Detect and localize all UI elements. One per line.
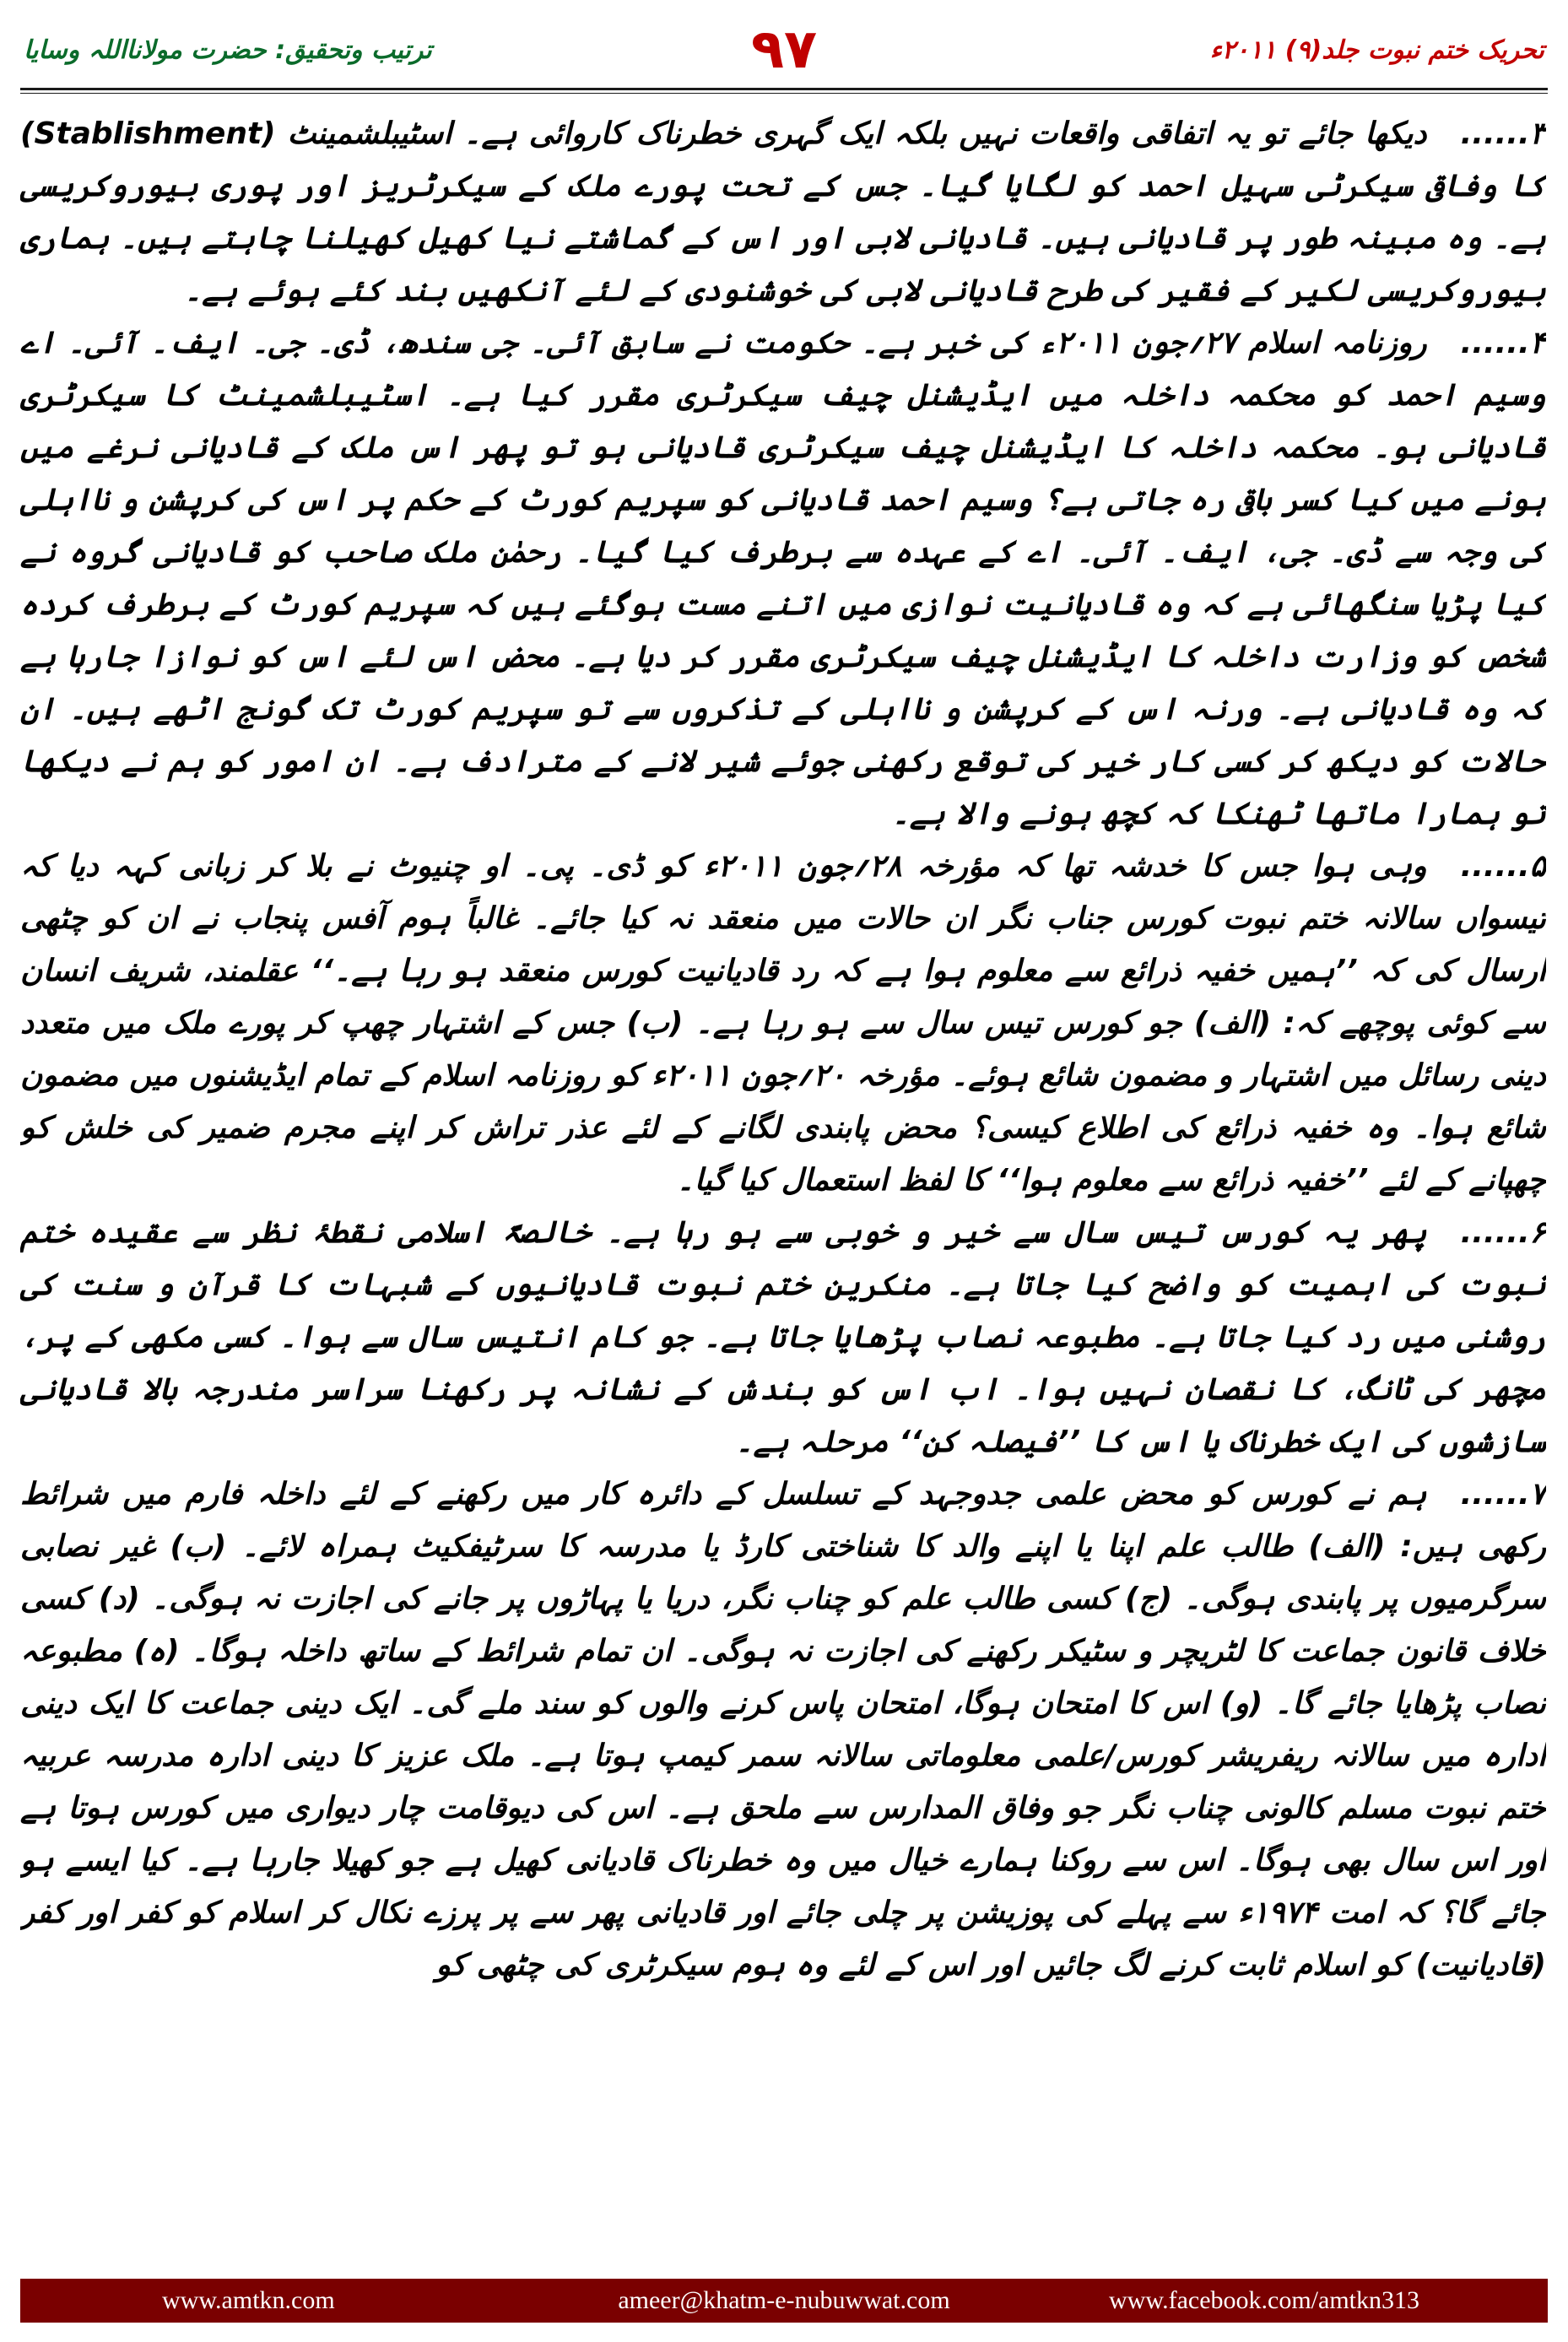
website-link[interactable]: www.amtkn.com bbox=[162, 2286, 335, 2314]
paragraph-text: روزنامہ اسلام ۲۷؍جون ۲۰۱۱ء کی خبر ہے۔ حکومت نے سابق آئی۔ جی سندھ، ڈی۔ جی۔ ایف۔ آئی۔ اے وسیم احمد کو محکمہ داخلہ میں ایڈیشنل چیف سیکرٹری مقرر کیا ہے۔ اسٹیبلشمینٹ کا سیکرٹری قادیانی ہو۔ محکمہ داخلہ کا ایڈیشنل چیف سیکرٹری قادیانی ہو تو پھر اس ملک کے قادیانی نرغے میں ہونے میں کیا کسر باقی رہ جاتی ہے؟ وسیم احمد قادیانی کو سپریم کورٹ کے حکم پر اس کی کرپشن و نااہلی کی وجہ سے ڈی۔ جی، ایف۔ آئی۔ اے کے عہدہ سے برطرف کیا گیا۔ رحمٰن ملک صاحب کو قادیانی گروہ نے کیا پڑیا سنگھائی ہے کہ وہ قادیانیت نوازی میں اتنے مست ہوگئے ہیں کہ سپریم کورٹ کے برطرف کردہ شخص کو وزارت داخلہ کا ایڈیشنل چیف سیکرٹری مقرر کر دیا ہے۔ محض اس لئے اس کو نوازا جارہا ہے کہ وہ قادیانی ہے۔ ورنہ اس کے کرپشن و نااہلی کے تذکروں سے تو سپریم کورٹ تک گونج اٹھے ہیں۔ ان حالات کو دیکھ کر کسی کار خیر کی توقع رکھنی جوئے شیر لانے کے مترادف ہے۔ ان امور کو ہم نے دیکھا تو ہمارا ماتھا ٹھنکا کہ کچھ ہونے والا ہے۔ bbox=[20, 326, 1546, 831]
paragraph-text: دیکھا جائے تو یہ اتفاقی واقعات نہیں بلکہ ایک گہری خطرناک کاروائی ہے۔ اسٹیبلشمینٹ (Stablishment) کا وفاقی سیکرٹی سہیل احمد کو لگایا گیا۔ جس کے تحت پورے ملک کے سیکرٹریز اور پوری بیوروکریسی ہے۔ وہ مبینہ طور پر قادیانی ہیں۔ قادیانی لابی اور اس کے گماشتے نیا کھیل کھیلنا چاہتے ہیں۔ ہماری بیوروکریسی لکیر کے فقیر کی طرح قادیانی لابی کی خوشنودی کے لئے آنکھیں بند کئے ہوئے ہے۔ bbox=[20, 116, 1546, 308]
page-footer bbox=[20, 2279, 1548, 2323]
book-title: تحریک ختم نبوت جلد(۹) ۲۰۱۱ء bbox=[1209, 35, 1544, 65]
paragraph-number: ۴...... bbox=[1460, 326, 1546, 360]
paragraph-number: ۵...... bbox=[1460, 849, 1546, 884]
paragraph-number: ۷...... bbox=[1460, 1477, 1546, 1512]
email-link[interactable]: ameer@khatm-e-nubuwwat.com bbox=[618, 2286, 950, 2314]
paragraph-5 bbox=[20, 841, 1546, 1207]
paragraph-7 bbox=[20, 1468, 1546, 1992]
compiler-credit: ترتیب وتحقیق: حضرت مولانااللہ وسایا bbox=[24, 35, 432, 65]
paragraph-number: ۳...... bbox=[1460, 116, 1546, 151]
paragraph-number: ۶...... bbox=[1460, 1215, 1546, 1250]
header-rule-thin bbox=[20, 93, 1548, 94]
paragraph-4 bbox=[20, 317, 1546, 841]
body-text bbox=[20, 108, 1546, 2232]
paragraph-6 bbox=[20, 1207, 1546, 1468]
header-rule bbox=[20, 88, 1548, 90]
paragraph-text: وہی ہوا جس کا خدشہ تھا کہ مؤرخہ ۲۸؍جون ۲۰۱۱ء کو ڈی۔ پی۔ او چنیوٹ نے بلا کر زبانی کہہ دیا کہ تیسواں سالانہ ختم نبوت کورس جناب نگر ان حالات میں منعقد نہ کیا جائے۔ غالباً ہوم آفس پنجاب نے ان کو چٹھی ارسال کی کہ ’’ہمیں خفیہ ذرائع سے معلوم ہوا ہے کہ رد قادیانیت کورس منعقد ہو رہا ہے۔‘‘ عقلمند، شریف انسان سے کوئی پوچھے کہ: (الف) جو کورس تیس سال سے ہو رہا ہے۔ (ب) جس کے اشتہار چھپ کر پورے ملک میں متعدد دینی رسائل میں اشتہار و مضمون شائع ہوئے۔ مؤرخہ ۲۰؍جون ۲۰۱۱ء کو روزنامہ اسلام کے تمام ایڈیشنوں میں مضمون شائع ہوا۔ وہ خفیہ ذرائع کی اطلاع کیسی؟ محض پابندی لگانے کے لئے عذر تراش کر اپنے مجرم ضمیر کی خلش کو چھپانے کے لئے ’’خفیہ ذرائع سے معلوم ہوا‘‘ کا لفظ استعمال کیا گیا۔ bbox=[20, 849, 1546, 1198]
page-header bbox=[0, 0, 1568, 93]
paragraph-text: ہم نے کورس کو محض علمی جدوجہد کے تسلسل کے دائرہ کار میں رکھنے کے لئے داخلہ فارم میں شرائط رکھی ہیں: (الف) طالب علم اپنا یا اپنے والد کا شناختی کارڈ یا مدرسہ کا سرٹیفکیٹ ہمراہ لائے۔ (ب) غیر نصابی سرگرمیوں پر پابندی ہوگی۔ (ج) کسی طالب علم کو چناب نگر، دریا یا پہاڑوں پر جانے کی اجازت نہ ہوگی۔ (د) کسی خلاف قانون جماعت کا لٹریچر و سٹیکر رکھنے کی اجازت نہ ہوگی۔ ان تمام شرائط کے ساتھ داخلہ ہوگا۔ (ہ) مطبوعہ نصاب پڑھایا جائے گا۔ (و) اس کا امتحان ہوگا، امتحان پاس کرنے والوں کو سند ملے گی۔ ایک دینی جماعت کا ایک دینی ادارہ میں سالانہ ریفریشر کورس/علمی معلوماتی سالانہ سمر کیمپ ہوتا ہے۔ ملک عزیز کا دینی ادارہ مدرسہ عربیہ ختم نبوت مسلم کالونی چناب نگر جو وفاق المدارس سے ملحق ہے۔ اس کی دیوقامت چار دیواری میں کورس ہوتا ہے اور اس سال بھی ہوگا۔ اس سے روکنا ہمارے خیال میں وہ خطرناک قادیانی کھیل ہے جو کھیلا جارہا ہے۔ کیا ایسے ہو جائے گا؟ کہ امت ۱۹۷۴ء سے پہلے کی پوزیشن پر چلی جائے اور قادیانی پھر سے پر پرزے نکال کر اسلام کو کفر اور کفر (قادیانیت) کو اسلام ثابت کرنے لگ جائیں اور اس کے لئے وہ ہوم سیکرٹری کی چٹھی کو bbox=[20, 1477, 1546, 1982]
facebook-link[interactable]: www.facebook.com/amtkn313 bbox=[1109, 2286, 1419, 2314]
page-number: ۹۷ bbox=[750, 19, 818, 81]
paragraph-3 bbox=[20, 108, 1546, 317]
paragraph-text: پھر یہ کورس تیس سال سے خیر و خوبی سے ہو رہا ہے۔ خالصۃً اسلامی نقطۂ نظر سے عقیدہ ختم نبوت کی اہمیت کو واضح کیا جاتا ہے۔ منکرین ختم نبوت قادیانیوں کے شبہات کا قرآن و سنت کی روشنی میں رد کیا جاتا ہے۔ مطبوعہ نصاب پڑھایا جاتا ہے۔ جو کام انتیس سال سے ہوا۔ کسی مکھی کے پر، مچھر کی ٹانگ، کا نقصان نہیں ہوا۔ اب اس کو بندش کے نشانہ پر رکھنا سراسر مندرجہ بالا قادیانی سازشوں کی ایک خطرناک یا اس کا ’’فیصلہ کن‘‘ مرحلہ ہے۔ bbox=[20, 1215, 1546, 1459]
